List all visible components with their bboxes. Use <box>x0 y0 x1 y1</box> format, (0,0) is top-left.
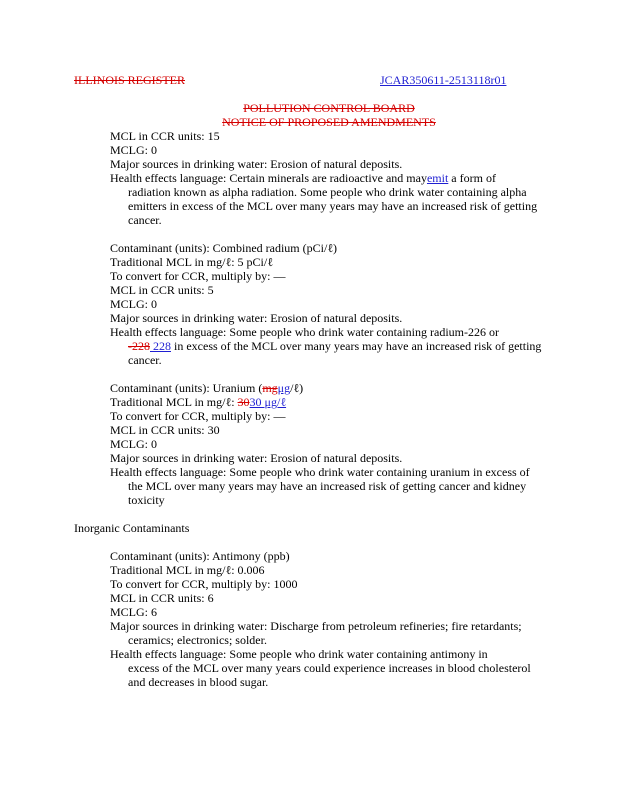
antimony-traditional-mcl: Traditional MCL in mg/ℓ: 0.006 <box>110 563 265 577</box>
radium-traditional-mcl: Traditional MCL in mg/ℓ: 5 pCi/ℓ <box>110 255 273 269</box>
radium-health-line2 <box>128 339 594 353</box>
uranium-health-line2: the MCL over many years may have an increased risk of getting cancer and kidney <box>128 479 527 493</box>
antimony-mcl-ccr: MCL in CCR units: 6 <box>110 591 214 605</box>
board-title: POLLUTION CONTROL BOARD <box>243 101 415 115</box>
alpha-sources: Major sources in drinking water: Erosion of natural deposits. <box>110 157 403 171</box>
antimony-health-text: Health effects language: Some people who drink water containing <box>110 647 431 661</box>
notice-title: NOTICE OF PROPOSED AMENDMENTS <box>222 115 436 129</box>
alpha-health-text: Health effects language: Certain minerals are radioactive and may <box>110 171 427 185</box>
alpha-mclg: MCLG: 0 <box>110 143 158 157</box>
radium-mcl-ccr: MCL in CCR units: 5 <box>110 283 214 297</box>
alpha-health-line4: cancer. <box>128 213 162 227</box>
antimony-sources-line1: Major sources in drinking water: Discharge from petroleum refineries; fire retardants; <box>110 619 522 633</box>
alpha-health-line1 <box>110 171 594 185</box>
radium-health-line3: cancer. <box>128 353 162 367</box>
antimony-sources-line2: ceramics; electronics; solder. <box>128 633 267 647</box>
uranium-health-line3: toxicity <box>128 493 165 507</box>
inserted-text: 30 μg/ℓ <box>249 395 287 409</box>
inserted-text: μg <box>277 381 291 395</box>
alpha-health-line2: radiation known as alpha radiation. Some people who drink water containing alpha <box>128 185 527 199</box>
deleted-text: 30 <box>237 395 250 409</box>
radium-mclg: MCLG: 0 <box>110 297 158 311</box>
inserted-text: emit <box>426 171 449 185</box>
antimony-contaminant: Contaminant (units): Antimony (ppb) <box>110 549 290 563</box>
radium-contaminant: Contaminant (units): Combined radium (pCi/ℓ) <box>110 241 338 255</box>
antimony-mclg: MCLG: 6 <box>110 605 158 619</box>
alpha-health-text-end: a form of <box>448 171 496 185</box>
deleted-text: -228 <box>128 339 150 353</box>
deleted-text: mg <box>262 381 278 395</box>
antimony-health-line2: excess of the MCL over many years could experience increases in blood cholesterol <box>128 661 531 675</box>
alpha-mcl-ccr: MCL in CCR units: 15 <box>110 129 220 143</box>
radium-sources: Major sources in drinking water: Erosion of natural deposits. <box>110 311 403 325</box>
uranium-mcl-ccr: MCL in CCR units: 30 <box>110 423 220 437</box>
uranium-contaminant <box>110 381 594 395</box>
document-body <box>74 129 594 689</box>
uranium-mclg: MCLG: 0 <box>110 437 158 451</box>
uranium-traditional-text: Traditional MCL in mg/ℓ: <box>110 395 238 409</box>
alpha-health-line3: emitters in excess of the MCL over many years may have an increased risk of getting <box>128 199 538 213</box>
uranium-contaminant-text: Contaminant (units): Uranium ( <box>110 381 263 395</box>
radium-convert: To convert for CCR, multiply by: — <box>110 269 286 283</box>
document-id: JCAR350611-2513118r01 <box>380 73 507 87</box>
antimony-health-line3: and decreases in blood sugar. <box>128 675 269 689</box>
uranium-traditional-mcl <box>110 395 594 409</box>
uranium-sources: Major sources in drinking water: Erosion of natural deposits. <box>110 451 403 465</box>
antimony-health-line1 <box>110 647 594 661</box>
radium-health-line1: Health effects language: Some people who drink water containing radium-226 or <box>110 325 499 339</box>
uranium-health-line1: Health effects language: Some people who drink water containing uranium in excess of <box>110 465 530 479</box>
section-heading: Inorganic Contaminants <box>74 521 190 535</box>
radium-health-text: in excess of the MCL over many years may have an increased risk of getting <box>171 339 542 353</box>
antimony-convert: To convert for CCR, multiply by: 1000 <box>110 577 298 591</box>
uranium-contaminant-end: /ℓ) <box>290 381 304 395</box>
register-header: ILLINOIS REGISTER <box>74 73 185 87</box>
uranium-convert: To convert for CCR, multiply by: — <box>110 409 286 423</box>
inserted-text: 228 <box>150 339 171 353</box>
antimony-health-text-end: antimony in <box>430 647 488 661</box>
